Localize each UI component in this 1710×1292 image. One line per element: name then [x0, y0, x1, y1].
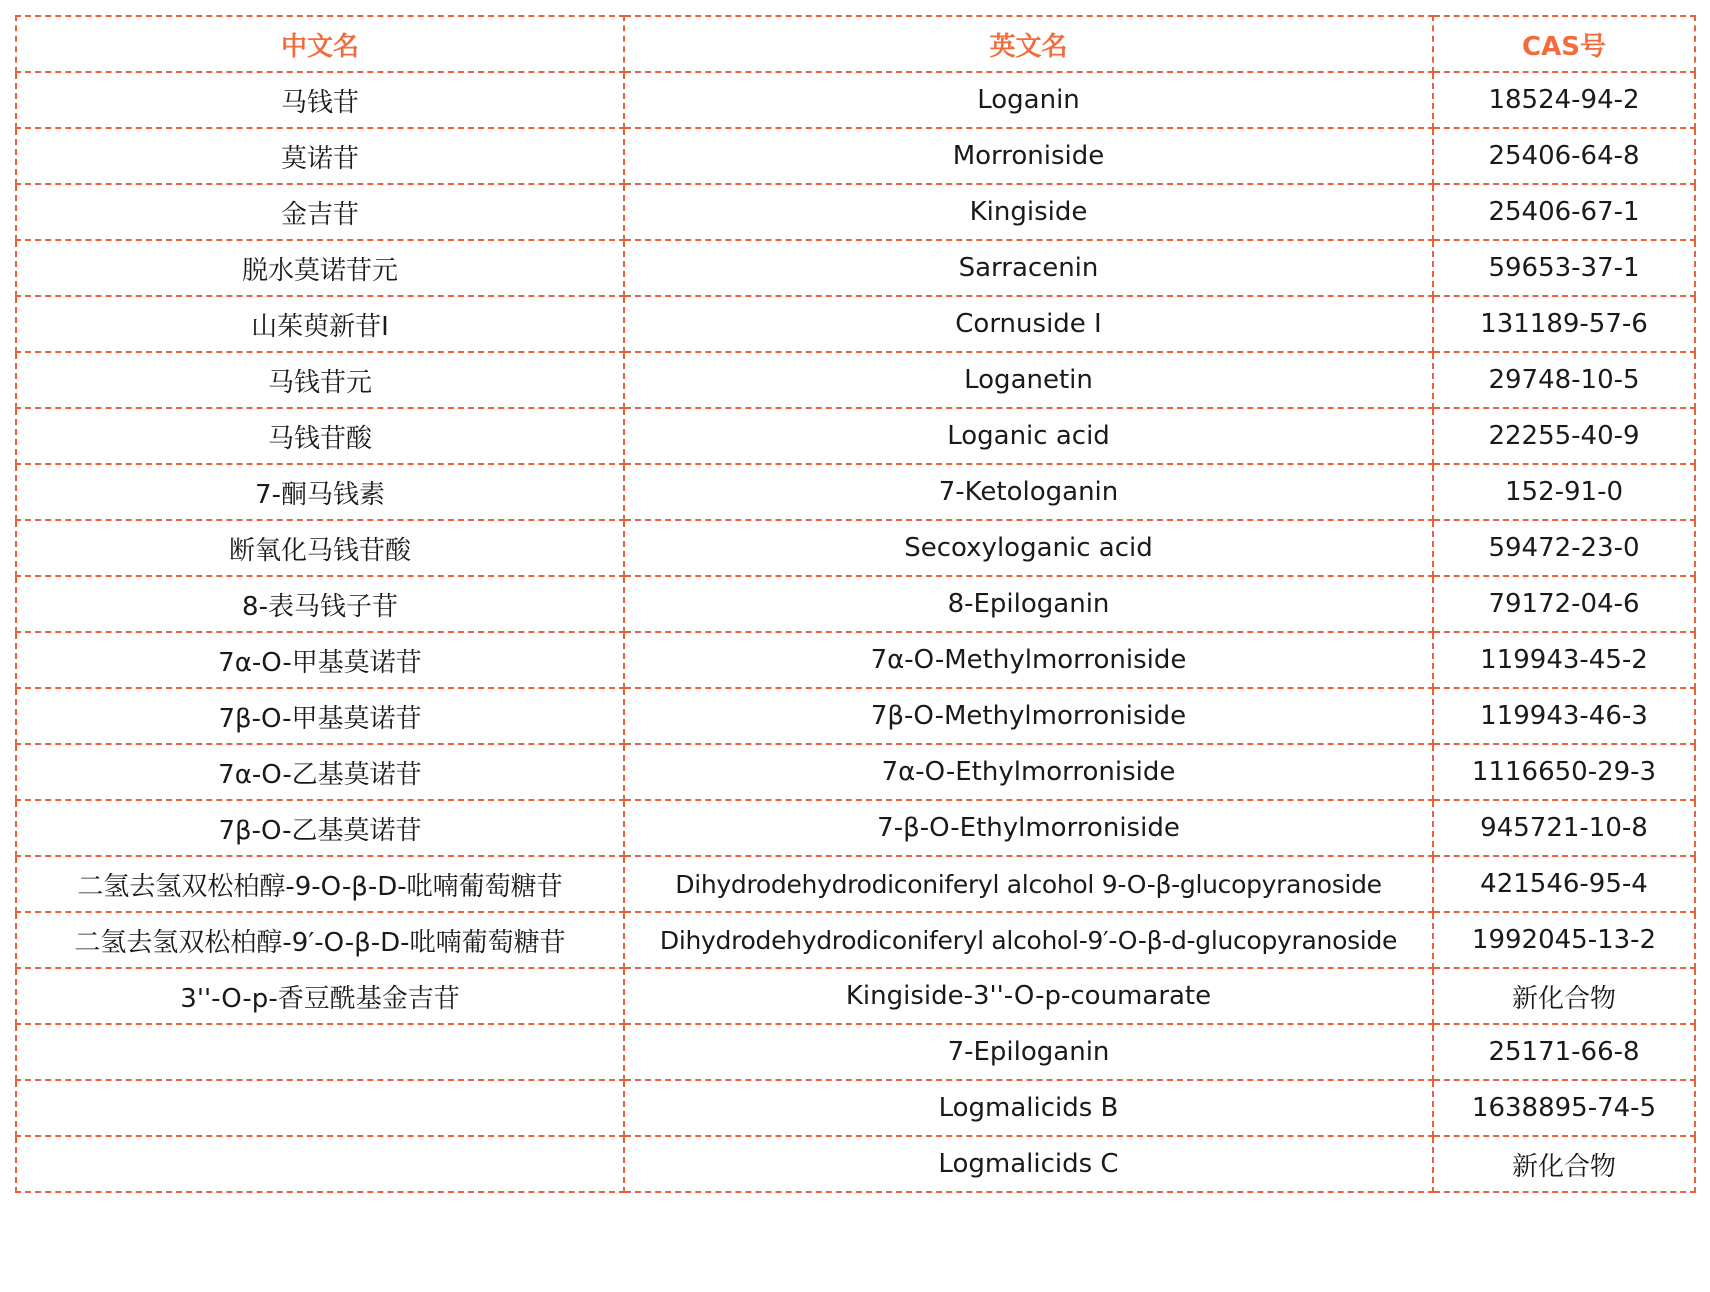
header-cas-number: CAS号 — [1433, 16, 1695, 72]
cell-english-name: Kingiside — [624, 184, 1433, 240]
cell-chinese-name: 7β-O-甲基莫诺苷 — [16, 688, 624, 744]
cell-english-name: 7-Ketologanin — [624, 464, 1433, 520]
cell-cas-number: 421546-95-4 — [1433, 856, 1695, 912]
table-row — [16, 968, 1695, 1024]
cell-english-name: Sarracenin — [624, 240, 1433, 296]
cell-cas-number: 59472-23-0 — [1433, 520, 1695, 576]
cell-cas-number: 25406-64-8 — [1433, 128, 1695, 184]
cell-english-name: Loganetin — [624, 352, 1433, 408]
table-row — [16, 856, 1695, 912]
cell-english-name: 7-Epiloganin — [624, 1024, 1433, 1080]
cell-cas-number: 79172-04-6 — [1433, 576, 1695, 632]
table-row — [16, 520, 1695, 576]
cell-cas-number: 18524-94-2 — [1433, 72, 1695, 128]
cell-cas-number: 152-91-0 — [1433, 464, 1695, 520]
cell-chinese-name: 断氧化马钱苷酸 — [16, 520, 624, 576]
cell-cas-number: 119943-45-2 — [1433, 632, 1695, 688]
table-row — [16, 1024, 1695, 1080]
cell-chinese-name: 脱水莫诺苷元 — [16, 240, 624, 296]
table-row — [16, 464, 1695, 520]
cell-chinese-name: 7α-O-甲基莫诺苷 — [16, 632, 624, 688]
table-row — [16, 1136, 1695, 1192]
cell-english-name: Logmalicids B — [624, 1080, 1433, 1136]
table-row — [16, 408, 1695, 464]
cell-cas-number: 25171-66-8 — [1433, 1024, 1695, 1080]
cell-chinese-name: 马钱苷元 — [16, 352, 624, 408]
table-row — [16, 688, 1695, 744]
header-english-name: 英文名 — [624, 16, 1433, 72]
cell-cas-number: 25406-67-1 — [1433, 184, 1695, 240]
table-row — [16, 632, 1695, 688]
table-row — [16, 296, 1695, 352]
cell-cas-number: 1116650-29-3 — [1433, 744, 1695, 800]
table-header-row — [16, 16, 1695, 72]
cell-english-name: 7α-O-Ethylmorroniside — [624, 744, 1433, 800]
cell-english-name: Logmalicids C — [624, 1136, 1433, 1192]
table-row — [16, 576, 1695, 632]
table-row — [16, 72, 1695, 128]
cell-english-name: Kingiside-3''-O-p-coumarate — [624, 968, 1433, 1024]
cell-chinese-name: 二氢去氢双松柏醇-9-O-β-D-吡喃葡萄糖苷 — [16, 856, 624, 912]
cell-chinese-name: 马钱苷 — [16, 72, 624, 128]
cell-cas-number: 1638895-74-5 — [1433, 1080, 1695, 1136]
cell-chinese-name: 7-酮马钱素 — [16, 464, 624, 520]
table-row — [16, 1080, 1695, 1136]
cell-english-name: Cornuside I — [624, 296, 1433, 352]
cell-chinese-name — [16, 1080, 624, 1136]
cell-english-name: Dihydrodehydrodiconiferyl alcohol 9-O-β-glucopyranoside — [624, 856, 1433, 912]
table-body — [16, 72, 1695, 1192]
cell-cas-number: 119943-46-3 — [1433, 688, 1695, 744]
header-chinese-name: 中文名 — [16, 16, 624, 72]
table-row — [16, 352, 1695, 408]
cell-cas-number: 1992045-13-2 — [1433, 912, 1695, 968]
cell-chinese-name: 8-表马钱子苷 — [16, 576, 624, 632]
cell-english-name: Loganic acid — [624, 408, 1433, 464]
cell-cas-number: 新化合物 — [1433, 968, 1695, 1024]
table-row — [16, 800, 1695, 856]
cell-cas-number: 131189-57-6 — [1433, 296, 1695, 352]
cell-chinese-name: 金吉苷 — [16, 184, 624, 240]
cell-cas-number: 29748-10-5 — [1433, 352, 1695, 408]
compound-table-container — [15, 15, 1694, 1193]
cell-english-name: 8-Epiloganin — [624, 576, 1433, 632]
cell-chinese-name: 3''-O-p-香豆酰基金吉苷 — [16, 968, 624, 1024]
cell-english-name: 7β-O-Methylmorroniside — [624, 688, 1433, 744]
cell-english-name: Morroniside — [624, 128, 1433, 184]
compound-table — [15, 15, 1696, 1193]
cell-chinese-name: 7β-O-乙基莫诺苷 — [16, 800, 624, 856]
cell-english-name: Dihydrodehydrodiconiferyl alcohol-9′-O-β-d-glucopyranoside — [624, 912, 1433, 968]
cell-cas-number: 59653-37-1 — [1433, 240, 1695, 296]
cell-cas-number: 新化合物 — [1433, 1136, 1695, 1192]
table-row — [16, 184, 1695, 240]
cell-chinese-name: 二氢去氢双松柏醇-9′-O-β-D-吡喃葡萄糖苷 — [16, 912, 624, 968]
cell-chinese-name: 7α-O-乙基莫诺苷 — [16, 744, 624, 800]
cell-english-name: 7α-O-Methylmorroniside — [624, 632, 1433, 688]
cell-english-name: Loganin — [624, 72, 1433, 128]
cell-english-name: Secoxyloganic acid — [624, 520, 1433, 576]
table-row — [16, 240, 1695, 296]
cell-chinese-name — [16, 1136, 624, 1192]
table-row — [16, 912, 1695, 968]
cell-chinese-name — [16, 1024, 624, 1080]
table-row — [16, 744, 1695, 800]
cell-cas-number: 22255-40-9 — [1433, 408, 1695, 464]
cell-chinese-name: 山茱萸新苷I — [16, 296, 624, 352]
cell-english-name: 7-β-O-Ethylmorroniside — [624, 800, 1433, 856]
cell-cas-number: 945721-10-8 — [1433, 800, 1695, 856]
cell-chinese-name: 马钱苷酸 — [16, 408, 624, 464]
table-row — [16, 128, 1695, 184]
cell-chinese-name: 莫诺苷 — [16, 128, 624, 184]
